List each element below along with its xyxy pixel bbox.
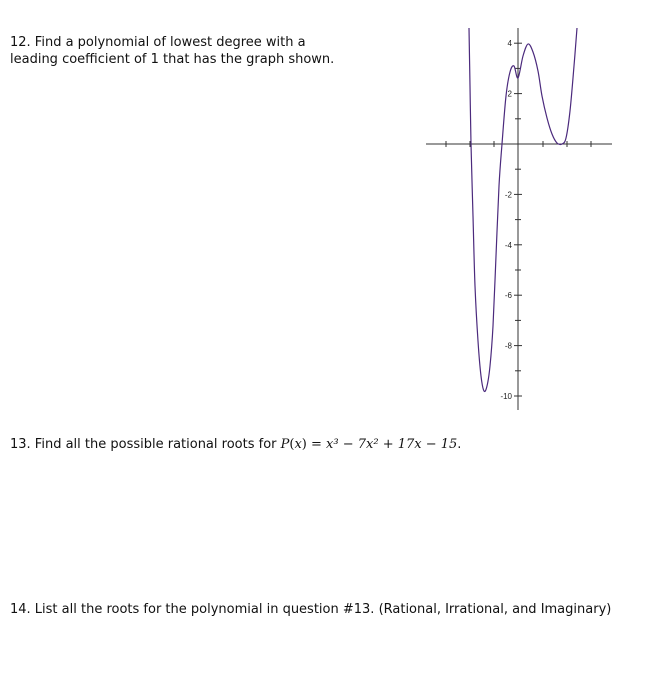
question-12-line-2: leading coefficient of 1 that has the graph shown. [10,52,335,67]
poly-expression: x³ − 7x² + 17x − 15 [326,437,458,452]
question-13-suffix: . [457,437,462,452]
poly-name: P [280,437,290,452]
y-tick-label: -8 [504,341,512,351]
y-tick-label: -2 [504,190,512,200]
y-tick-label: 4 [507,39,512,49]
question-13 [10,436,570,453]
question-12 [10,34,340,68]
y-tick-label: -6 [504,291,512,301]
y-tick-label: -10 [500,392,512,401]
polynomial-curve [469,28,577,392]
question-13-prefix: 13. Find all the possible rational roots for [10,437,281,452]
question-14: 14. List all the roots for the polynomial in question #13. (Rational, Irrational, and Imaginary) [10,602,612,617]
polynomial-graph [424,26,614,412]
y-tick-label: -4 [504,240,512,250]
question-12-line-1: 12. Find a polynomial of lowest degree with a [10,35,306,50]
question-13-polynomial: P(x) = x³ − 7x² + 17x − 15 [280,437,458,452]
poly-var: x [294,437,302,452]
y-tick-label: 2 [507,89,512,99]
